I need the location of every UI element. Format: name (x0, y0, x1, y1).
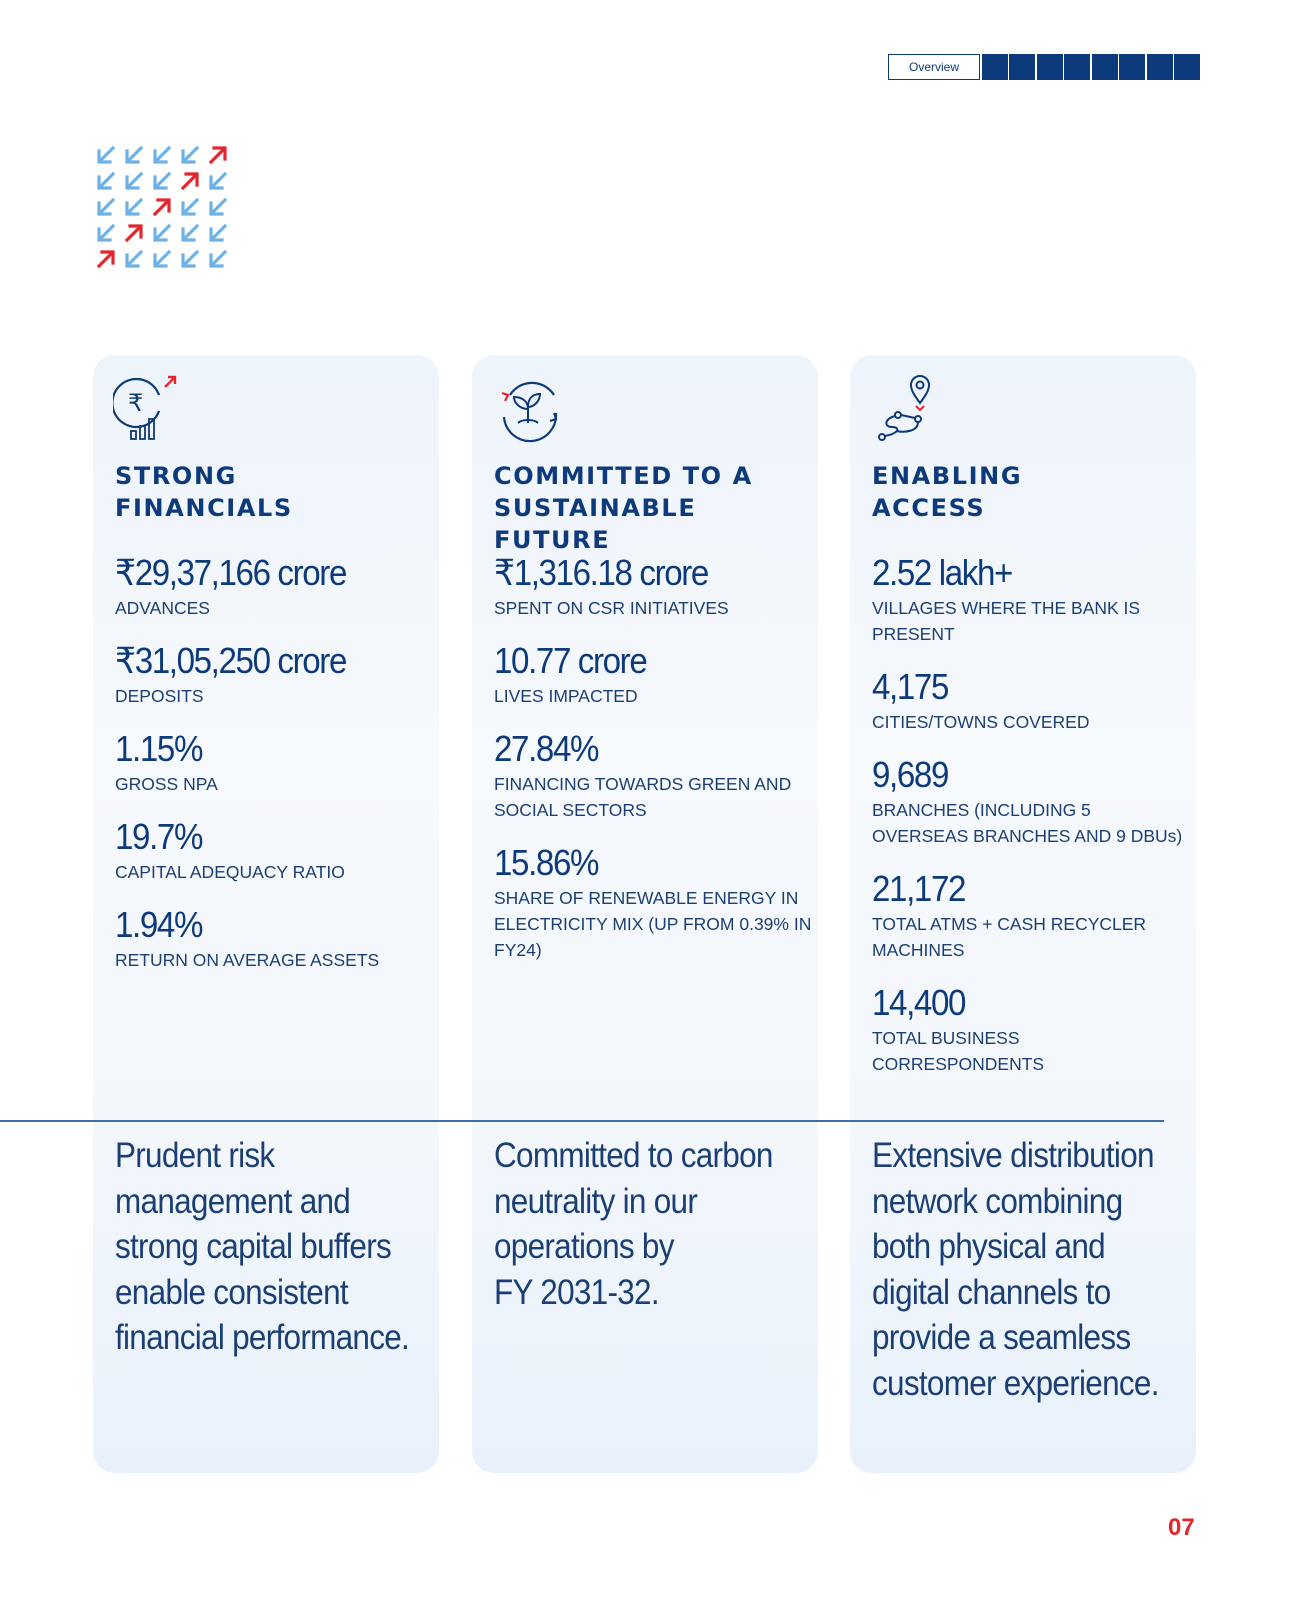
sapling-cycle-icon (492, 373, 564, 443)
card-title-line: COMMITTED TO A (494, 462, 753, 490)
stat-label: TOTAL ATMS + CASH RECYCLER MACHINES (872, 914, 1147, 960)
nav-section-square[interactable] (1119, 54, 1145, 80)
tagline-line: strong capital buffers (115, 1227, 392, 1266)
arrow-down-left-icon (92, 220, 120, 246)
stat-value: 1.15% (115, 728, 203, 769)
arrow-pattern-graphic (92, 142, 232, 274)
rupee-growth-icon (113, 373, 185, 443)
arrow-down-left-icon (148, 168, 176, 194)
stat-item (872, 869, 1190, 963)
arrow-up-right-icon (120, 220, 148, 246)
arrow-down-left-icon (120, 168, 148, 194)
tagline-line: management and (115, 1181, 351, 1221)
nav-section-square[interactable] (1064, 54, 1090, 80)
arrow-down-left-icon (204, 168, 232, 194)
tagline-line: both physical and (872, 1227, 1105, 1266)
arrow-down-left-icon (92, 142, 120, 168)
nav-section-square[interactable] (1037, 54, 1063, 80)
stat-label: ADVANCES (115, 598, 210, 618)
arrow-down-left-icon (120, 142, 148, 168)
stat-label: SHARE OF RENEWABLE ENERGY IN ELECTRICITY MIX (UP FROM 0.39% IN FY24) (494, 888, 812, 960)
stat-value: 4,175 (872, 666, 948, 707)
stat-item (115, 817, 433, 885)
tagline-line: Prudent risk (115, 1136, 275, 1175)
stat-label: TOTAL BUSINESS CORRESPONDENTS (872, 1028, 1045, 1074)
stat-value: 14,400 (872, 982, 966, 1023)
stat-value: 10.77 crore (494, 640, 647, 681)
arrow-down-left-icon (120, 246, 148, 272)
stat-item (494, 553, 812, 621)
nav-section-square[interactable] (982, 54, 1008, 80)
stat-label: BRANCHES (INCLUDING 5 OVERSEAS BRANCHES AND 9 DBUs) (872, 800, 1183, 846)
card-title (872, 460, 1182, 524)
arrow-down-left-icon (176, 220, 204, 246)
tagline-strong-financials (115, 1133, 410, 1361)
arrow-down-left-icon (204, 246, 232, 272)
arrow-down-left-icon (120, 194, 148, 220)
arrow-down-left-icon (176, 194, 204, 220)
stat-label: RETURN ON AVERAGE ASSETS (115, 950, 380, 970)
stat-item (494, 641, 812, 709)
arrow-down-left-icon (92, 168, 120, 194)
tagline-sustainable-future (494, 1133, 780, 1315)
stat-value: 9,689 (872, 754, 948, 795)
stat-value: ₹1,316.18 crore (494, 552, 708, 593)
stat-item (872, 553, 1190, 647)
tagline-line: network combining (872, 1181, 1123, 1221)
stat-value: 2.52 lakh+ (872, 552, 1012, 593)
stat-item (872, 983, 1190, 1077)
nav-section-square[interactable] (1174, 54, 1200, 80)
card-title-line: ACCESS (872, 494, 986, 522)
arrow-down-left-icon (204, 194, 232, 220)
stat-label: FINANCING TOWARDS GREEN AND SOCIAL SECTORS (494, 774, 792, 820)
arrow-down-left-icon (148, 246, 176, 272)
nav-section-square[interactable] (1092, 54, 1118, 80)
nav-section-square[interactable] (1147, 54, 1173, 80)
arrow-down-left-icon (176, 142, 204, 168)
tagline-line: Committed to carbon (494, 1136, 773, 1175)
stat-item (115, 553, 433, 621)
stat-value: ₹29,37,166 crore (115, 552, 347, 593)
page-number: 07 (1168, 1514, 1195, 1541)
stats-list (115, 553, 433, 993)
tagline-line: customer experience. (872, 1363, 1159, 1403)
card-title-line: SUSTAINABLE FUTURE (494, 494, 697, 554)
stat-label: SPENT ON CSR INITIATIVES (494, 598, 729, 618)
stat-item (494, 729, 812, 823)
stat-label: VILLAGES WHERE THE BANK IS PRESENT (872, 598, 1141, 644)
card-title (115, 460, 425, 524)
tagline-line: Extensive distribution (872, 1136, 1154, 1175)
tagline-line: enable consistent (115, 1272, 348, 1312)
card-title-line: STRONG (115, 462, 237, 490)
arrow-down-left-icon (92, 194, 120, 220)
arrow-up-right-icon (148, 194, 176, 220)
tagline-line: digital channels to (872, 1272, 1111, 1312)
tagline-enabling-access (872, 1133, 1158, 1406)
svg-text:₹: ₹ (128, 389, 144, 417)
stat-value: ₹31,05,250 crore (115, 640, 347, 681)
arrow-up-right-icon (204, 142, 232, 168)
stat-item (115, 905, 433, 973)
stat-label: GROSS NPA (115, 774, 218, 794)
tagline-line: FY 2031-32. (494, 1272, 659, 1312)
tagline-line: neutrality in our (494, 1181, 698, 1221)
arrow-down-left-icon (148, 142, 176, 168)
location-route-icon (870, 373, 942, 443)
arrow-up-right-icon (176, 168, 204, 194)
arrow-down-left-icon (204, 220, 232, 246)
tagline-line: operations by (494, 1227, 674, 1266)
tagline-line: provide a seamless (872, 1318, 1131, 1357)
stats-list (494, 553, 812, 983)
stat-value: 1.94% (115, 904, 203, 945)
stat-label: LIVES IMPACTED (494, 686, 638, 706)
card-title-line: FINANCIALS (115, 494, 293, 522)
stat-label: CITIES/TOWNS COVERED (872, 712, 1090, 732)
stats-list (872, 553, 1190, 1097)
tagline-line: financial performance. (115, 1318, 410, 1357)
nav-section-square[interactable] (1009, 54, 1035, 80)
stat-item (494, 843, 812, 963)
stat-value: 15.86% (494, 842, 599, 883)
stat-value: 19.7% (115, 816, 203, 857)
card-title (494, 460, 804, 556)
card-title-line: ENABLING (872, 462, 1023, 490)
arrow-down-left-icon (176, 246, 204, 272)
section-nav (888, 54, 1200, 80)
stat-value: 27.84% (494, 728, 599, 769)
stat-value: 21,172 (872, 868, 966, 909)
stat-label: DEPOSITS (115, 686, 204, 706)
stat-label: CAPITAL ADEQUACY RATIO (115, 862, 345, 882)
stat-item (115, 729, 433, 797)
section-divider (0, 1120, 1164, 1122)
stat-item (872, 667, 1190, 735)
arrow-down-left-icon (148, 220, 176, 246)
arrow-up-right-icon (92, 246, 120, 272)
nav-tab-overview[interactable]: Overview (888, 54, 980, 80)
stat-item (115, 641, 433, 709)
stat-item (872, 755, 1190, 849)
